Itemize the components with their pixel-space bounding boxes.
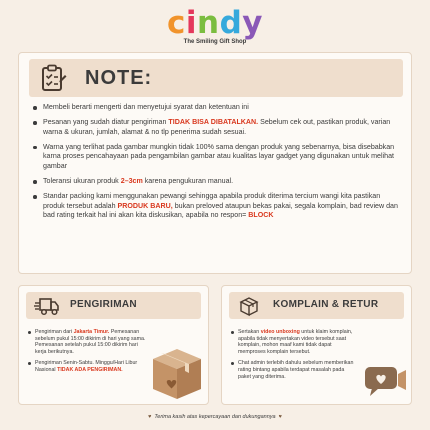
list-item xyxy=(27,360,147,373)
list-item xyxy=(27,329,147,355)
list-item xyxy=(230,329,358,355)
note-list xyxy=(31,103,403,226)
brand-logo xyxy=(0,6,430,40)
shipping-card xyxy=(18,285,209,405)
shipping-title: PENGIRIMAN xyxy=(70,299,137,310)
note-title: NOTE: xyxy=(85,67,153,89)
highlight-text: BLOCK xyxy=(248,211,274,220)
item-text: Sebelum cek out, pastikan produk, varian warna & ukuran, jumlah, alamat & no tlp penerima sudah sesuai. xyxy=(43,118,391,136)
highlight-text: TIDAK BISA DIBATALKAN. xyxy=(168,118,259,127)
logo-letter-y: y xyxy=(242,5,264,41)
highlight-text: Jakarta Timur. xyxy=(73,329,110,335)
item-text: Pengiriman dari xyxy=(35,329,74,335)
parcel-box-icon xyxy=(147,341,207,403)
list-item xyxy=(230,360,358,380)
logo-letter-c: c xyxy=(166,5,186,41)
complaint-list xyxy=(230,329,358,385)
footer xyxy=(0,414,430,420)
item-text: Chat admin terlebih dahulu sebelum memberikan rating bintang apabila terdapat masalah pada paket yang diterima. xyxy=(238,360,354,380)
note-header xyxy=(29,59,403,97)
item-text: Pengiriman Senin-Sabtu. Minggu/Hari Libur Nasional xyxy=(35,360,138,373)
list-item xyxy=(31,192,403,221)
complaint-card xyxy=(221,285,412,405)
item-text: Warna yang terlihat pada gambar mungkin tidak 100% sama dengan produk yang sebenarnya, bisa disebabkan karna proses pencahayaan pada pengambilan gambar atau kualitas layar gadget yang digunakan untuk melihat gambar xyxy=(43,142,395,170)
item-text: Membeli berarti mengerti dan menyetujui syarat dan ketentuan ini xyxy=(43,103,249,111)
list-item xyxy=(31,103,403,113)
heart-icon: ♥ xyxy=(148,414,152,420)
clipboard-checklist-icon xyxy=(41,64,67,92)
item-text: Sertakan xyxy=(238,329,261,335)
logo-letter-i: i xyxy=(185,5,198,41)
item-text: karena pengukuran manual. xyxy=(142,177,234,186)
box-chat-icon xyxy=(237,295,263,317)
chat-bubble-heart-icon xyxy=(362,364,408,400)
logo-letter-n: n xyxy=(197,5,220,41)
item-text: Toleransi ukuran produk xyxy=(43,177,121,186)
item-text: Pemesanan sebelum pukul 15:00 dikirim di hari yang sama. Pemesanan setelah pukul 15:00 dikirim hari kerja berikutnya. xyxy=(35,329,146,355)
shipping-list xyxy=(27,329,147,379)
note-card xyxy=(18,52,412,274)
item-text: Pesanan yang sudah diatur pengiriman xyxy=(43,118,169,127)
item-text: bukan preloved ataupun bekas pakai, segala komplain, bad review dan bad rating terkait hal ini akan kita diskusikan, apabila no respon= xyxy=(43,201,398,220)
list-item xyxy=(31,118,403,137)
highlight-text: PRODUK BARU, xyxy=(117,201,173,210)
footer-text: Terima kasih atas kepercayaan dan dukungannya xyxy=(154,414,276,420)
heart-icon: ♥ xyxy=(278,414,282,420)
shipping-header xyxy=(26,292,201,319)
delivery-truck-icon xyxy=(34,295,60,317)
logo-letter-d: d xyxy=(219,5,243,41)
highlight-text: TIDAK ADA PENGIRIMAN. xyxy=(57,366,123,373)
item-text: Standar packing kami menggunakan pewangi sehingga apabila produk diterima tercium wangi kita pastikan produk tersebut adalah xyxy=(43,192,381,210)
list-item xyxy=(31,143,403,172)
complaint-title: KOMPLAIN & RETUR xyxy=(273,299,379,310)
item-text: untuk klaim komplain, apabila tidak menyertakan video tersebut saat komplain, mohon maaf kami tidak dapat memproses komplain tersebut. xyxy=(238,329,353,355)
highlight-text: 2–3cm xyxy=(120,177,143,186)
brand-tagline: The Smiling Gift Shop xyxy=(183,39,247,45)
brand-header xyxy=(0,6,430,45)
complaint-header xyxy=(229,292,404,319)
list-item xyxy=(31,177,403,187)
highlight-text: video unboxing xyxy=(260,329,300,335)
